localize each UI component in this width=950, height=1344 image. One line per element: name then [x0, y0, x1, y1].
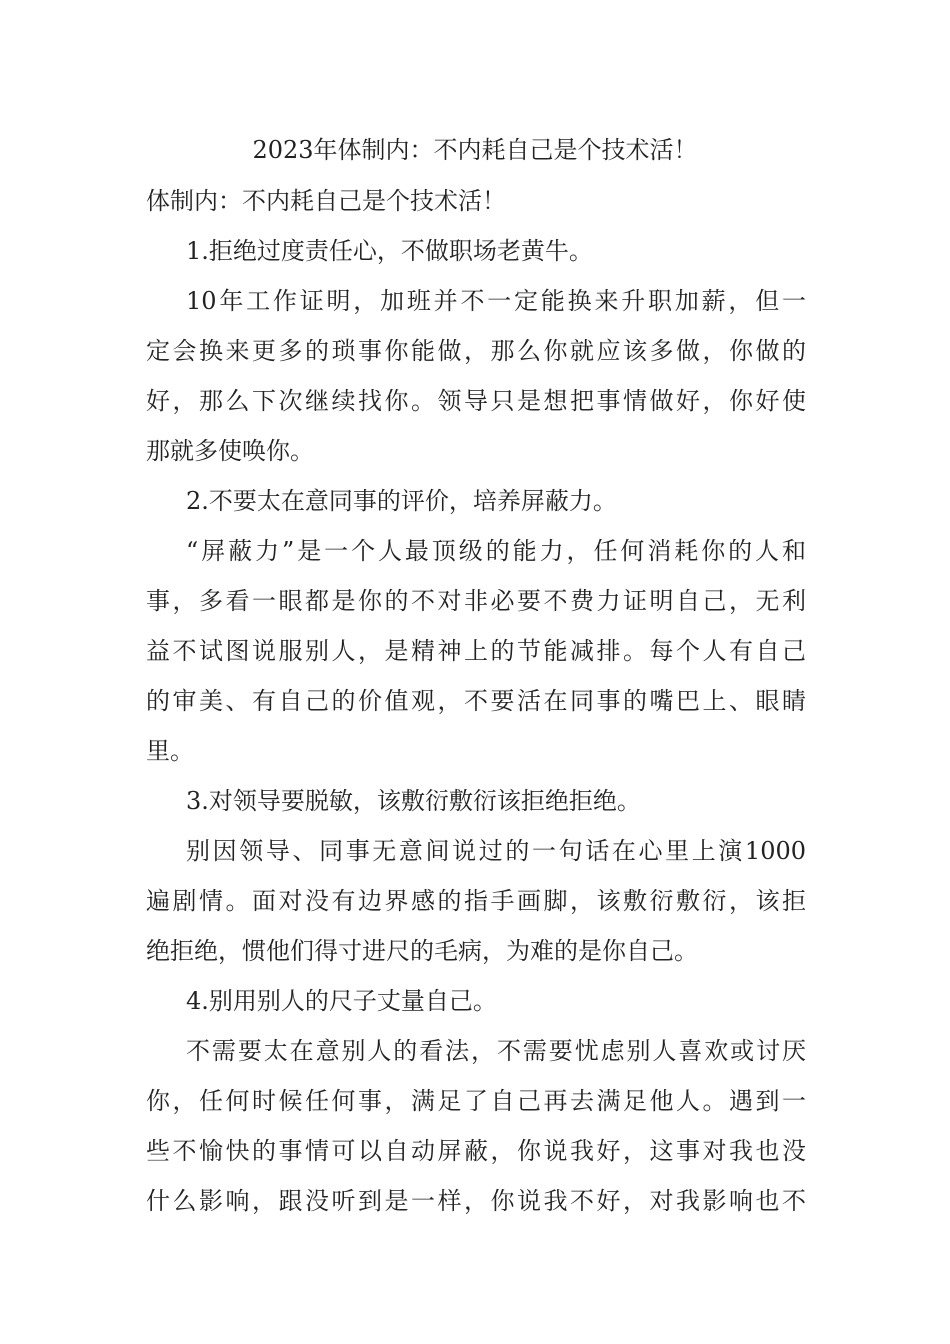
paragraph-line: “屏蔽力”是一个人最顶级的能力，任何消耗你的人和 [186, 537, 806, 565]
paragraph-line: 什么影响，跟没听到是一样，你说我不好，对我影响也不 [146, 1187, 806, 1215]
document-title: 2023年体制内：不内耗自己是个技术活！ [252, 136, 698, 164]
subtitle-line: 体制内：不内耗自己是个技术活！ [146, 187, 506, 215]
section-heading-3: 3.对领导要脱敏，该敷衍敷衍该拒绝拒绝。 [186, 787, 641, 815]
paragraph-line: 遍剧情。面对没有边界感的指手画脚，该敷衍敷衍，该拒 [146, 887, 806, 915]
section-heading-1: 1.拒绝过度责任心，不做职场老黄牛。 [186, 237, 593, 265]
paragraph-line: 事，多看一眼都是你的不对非必要不费力证明自己，无利 [146, 587, 806, 615]
paragraph-line: 别因领导、同事无意间说过的一句话在心里上演1000 [186, 837, 806, 865]
paragraph-line: 里。 [146, 737, 194, 765]
paragraph-line: 那就多使唤你。 [146, 437, 314, 465]
paragraph-line: 10年工作证明，加班并不一定能换来升职加薪，但一 [186, 287, 806, 315]
paragraph-line: 你，任何时候任何事，满足了自己再去满足他人。遇到一 [146, 1087, 806, 1115]
section-heading-4: 4.别用别人的尺子丈量自己。 [186, 987, 497, 1015]
paragraph-line: 好，那么下次继续找你。领导只是想把事情做好，你好使 [146, 387, 806, 415]
paragraph-line: 定会换来更多的琐事你能做，那么你就应该多做，你做的 [146, 337, 806, 365]
paragraph-line: 益不试图说服别人，是精神上的节能减排。每个人有自己 [146, 637, 806, 665]
paragraph-line: 些不愉快的事情可以自动屏蔽，你说我好，这事对我也没 [146, 1137, 806, 1165]
paragraph-line: 绝拒绝，惯他们得寸进尺的毛病，为难的是你自己。 [146, 937, 698, 965]
paragraph-line: 的审美、有自己的价值观，不要活在同事的嘴巴上、眼睛 [146, 687, 806, 715]
paragraph-line: 不需要太在意别人的看法，不需要忧虑别人喜欢或讨厌 [186, 1037, 806, 1065]
section-heading-2: 2.不要太在意同事的评价，培养屏蔽力。 [186, 487, 617, 515]
